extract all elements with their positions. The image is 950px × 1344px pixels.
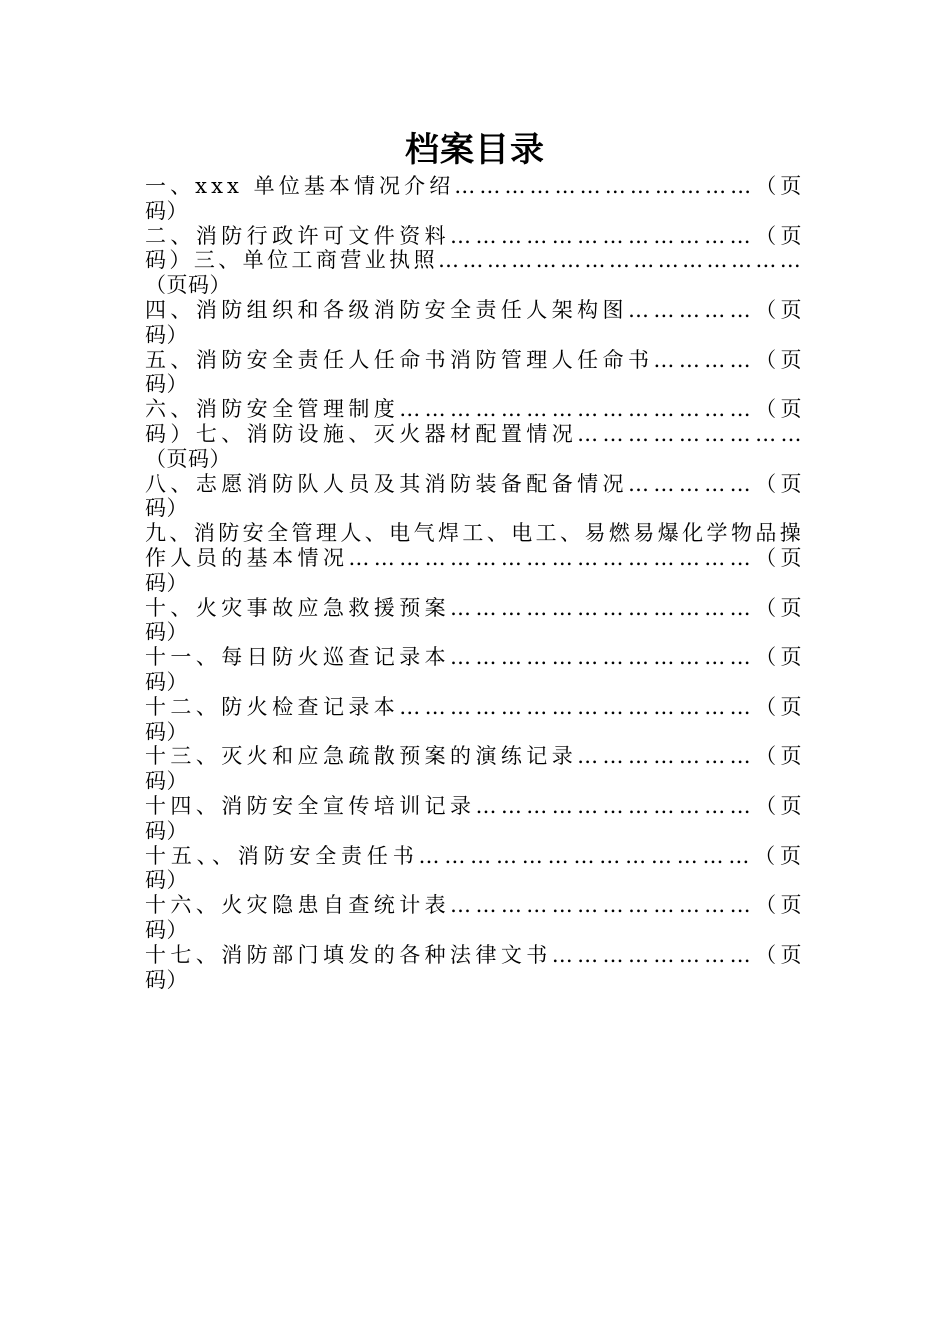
toc-line: 十二、防火检查记录本……………………………………（页 bbox=[145, 694, 806, 719]
toc-line: 十七、消防部门填发的各种法律文书……………………（页 bbox=[145, 942, 806, 967]
toc-line: 作人员的基本情况…………………………………………（页 bbox=[145, 545, 806, 570]
toc-line: 五、消防安全责任人任命书消防管理人任命书…………（页 bbox=[145, 347, 806, 372]
toc-line: 码）七、消防设施、灭火器材配置情况……………………… bbox=[145, 421, 806, 446]
toc-line: 码） bbox=[145, 917, 188, 942]
toc-line: 码） bbox=[145, 818, 188, 843]
toc-line: 十六、火灾隐患自查统计表………………………………（页 bbox=[145, 893, 806, 918]
toc-line: 十三、灭火和应急疏散预案的演练记录…………………（页 bbox=[145, 744, 806, 769]
toc-line: 码） bbox=[145, 322, 188, 347]
table-of-contents bbox=[145, 174, 807, 992]
toc-line: 码） bbox=[145, 719, 188, 744]
toc-line: 十四、消防安全宣传培训记录……………………………（页 bbox=[145, 793, 806, 818]
toc-line: 码） bbox=[145, 669, 188, 694]
toc-line: 码） bbox=[145, 372, 188, 397]
toc-line: 码） bbox=[145, 967, 188, 992]
toc-line: 码） bbox=[145, 868, 188, 893]
toc-line: 码） bbox=[145, 570, 188, 595]
toc-line: 十一、每日防火巡查记录本………………………………（页 bbox=[145, 645, 806, 670]
toc-line: 八、志愿消防队人员及其消防装备配备情况……………（页 bbox=[145, 471, 806, 496]
toc-line: 码） bbox=[145, 620, 188, 645]
toc-line: 十五、、消防安全责任书…………………………………（页 bbox=[145, 843, 806, 868]
toc-line: （页码） bbox=[145, 446, 231, 471]
page-title: 档案目录 bbox=[405, 130, 545, 170]
toc-line: 九、消防安全管理人、电气焊工、电工、易燃易爆化学物品操 bbox=[145, 521, 805, 546]
toc-line: 码） bbox=[145, 769, 188, 794]
toc-line: 四、消防组织和各级消防安全责任人架构图……………（页 bbox=[145, 297, 806, 322]
toc-line: 码） bbox=[145, 496, 188, 521]
toc-line: 码）三、单位工商营业执照……………………………………… bbox=[145, 248, 805, 273]
toc-line: （页码） bbox=[145, 273, 231, 298]
toc-line: 二、消防行政许可文件资料………………………………（页 bbox=[145, 223, 806, 248]
toc-line: 码） bbox=[145, 198, 188, 223]
toc-line: 六、消防安全管理制度……………………………………（页 bbox=[145, 397, 806, 422]
toc-line: 十、火灾事故应急救援预案………………………………（页 bbox=[145, 595, 806, 620]
toc-line: 一、xxx 单位基本情况介绍………………………………（页 bbox=[145, 174, 806, 198]
